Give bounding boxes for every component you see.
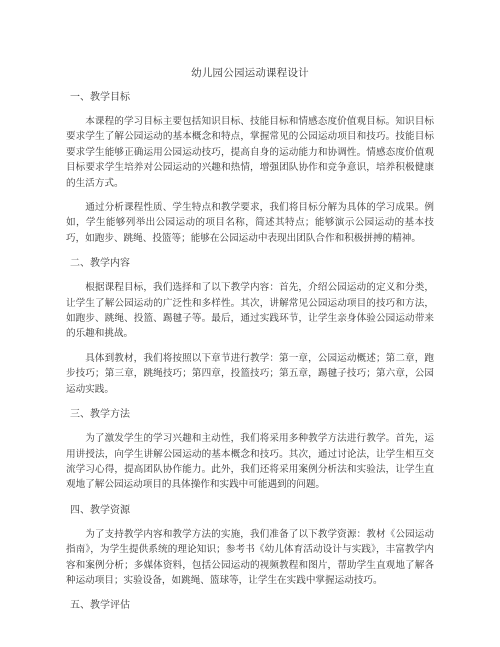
- paragraph: 为了支持教学内容和教学方法的实施，我们准备了以下教学资源：教材《公园运动指南》，为学生提供系统的理论知识；参考书《幼儿体育活动设计与实践》，丰富教学内容和案例分析；多媒体资料，包括公园运动的视频教程和图片，帮助学生直观地了解各种运动项目；实验设备，如跳绳、篮球等，让学生在实践中掌握运动技巧。: [66, 528, 434, 586]
- paragraph: 本课程的学习目标主要包括知识目标、技能目标和情感态度价值观目标。知识目标要求学生了解公园运动的基本概念和特点，掌握常见的公园运动项目和技巧。技能目标要求学生能够正确运用公园运动技巧，提高自身的运动能力和协调性。情感态度价值观目标要求学生培养对公园运动的兴趣和热情，增强团队协作和竞争意识，培养积极健康的生活方式。: [66, 116, 434, 189]
- section-heading-resources: 四、教学资源: [70, 504, 130, 516]
- section-heading-content: 二、教学内容: [70, 258, 130, 270]
- section-heading-evaluation: 五、教学评估: [70, 600, 130, 612]
- paragraph: 根据课程目标，我们选择和了以下教学内容：首先，介绍公园运动的定义和分类，让学生了解公园运动的广泛性和多样性。其次，讲解常见公园运动项目的技巧和方法，如跑步、跳绳、投篮、踢毽子等。最后，通过实践环节，让学生亲身体验公园运动带来的乐趣和挑战。: [66, 282, 434, 340]
- paragraph: 为了激发学生的学习兴趣和主动性，我们将采用多种教学方法进行教学。首先，运用讲授法，向学生讲解公园运动的基本概念和技巧。其次，通过讨论法，让学生相互交流学习心得，提高团队协作能力。此外，我们还将采用案例分析法和实验法，让学生直观地了解公园运动项目的具体操作和实践中可能遇到的问题。: [66, 433, 434, 491]
- section-heading-objectives: 一、教学目标: [70, 92, 130, 103]
- paragraph: 通过分析课程性质、学生特点和教学要求，我们将目标分解为具体的学习成果。例如，学生能够列举出公园运动的项目名称，简述其特点；能够演示公园运动的基本技巧，如跑步、跳绳、投篮等；能够在公园运动中表现出团队合作和积极拼搏的精神。: [66, 202, 434, 244]
- document-title: 幼儿园公园运动课程设计: [191, 67, 309, 79]
- paragraph: 具体到教材，我们将按照以下章节进行教学：第一章，公园运动概述；第二章，跑步技巧；第三章，跳绳技巧；第四章，投篮技巧；第五章，踢毽子技巧；第六章，公园运动实践。: [66, 352, 434, 395]
- section-heading-methods: 三、教学方法: [70, 409, 130, 421]
